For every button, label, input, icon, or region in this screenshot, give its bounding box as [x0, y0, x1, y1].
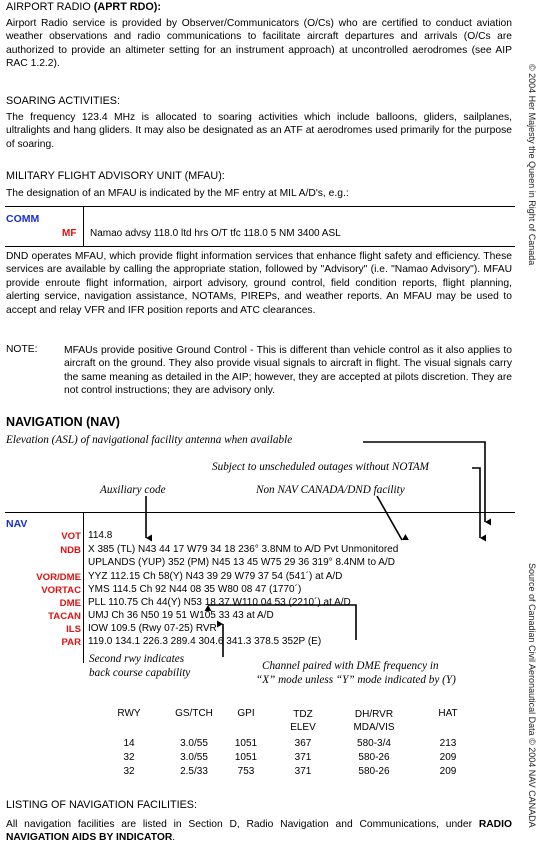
nav-row-label-vortac: VORTAC — [41, 585, 81, 596]
nav-row-label-vordme: VOR/DME — [36, 572, 81, 583]
table-cell: 753 — [237, 766, 255, 777]
nav-row-label-ils: ILS — [66, 624, 81, 635]
nav-row-label-ndb: NDB — [60, 545, 81, 556]
non-nav-arrow — [377, 496, 402, 540]
nav-row-label-vot: VOT — [61, 531, 81, 542]
nav-row-label-tacan: TACAN — [48, 611, 81, 622]
table-cell: 14 — [123, 738, 135, 749]
soaring-body: The frequency 123.4 MHz is allocated to soaring activities which include balloons, gliders, sailplanes, ultralights and hang gliders. It may also be designated as an ATF at aerodromes used primarily for the purpose of soaring. — [6, 112, 512, 150]
annotation-auxiliary: Auxiliary code — [100, 484, 166, 496]
listing-body: All navigation facilities are listed in Section D, Radio Navigation and Communications, under RADIO NAVIGATION AIDS BY INDICATOR. — [6, 819, 512, 844]
copyright-navcanada-note: Source of Canadian Civil Aeronautical Data © 2004 NAV CANADA — [527, 563, 537, 828]
table-cell: 371 — [294, 752, 312, 763]
table-cell: 3.0/55 — [180, 738, 208, 749]
table-cell: 209 — [439, 766, 457, 777]
note-label: NOTE: — [6, 344, 38, 355]
nav-row-label-par: PAR — [61, 637, 81, 648]
outages-arrow — [472, 468, 480, 538]
annotation-channel-1: Channel paired with DME frequency in — [262, 660, 439, 672]
soaring-heading: SOARING ACTIVITIES: — [6, 95, 120, 107]
nav-row-value-ndb: X 385 (TL) N43 44 17 W79 34 18 236° 3.8NM to A/D Pvt Unmonitored — [88, 544, 399, 555]
annotation-second-rwy-2: back course capability — [89, 667, 191, 679]
table-cell: 209 — [439, 752, 457, 763]
table-header-hat: HAT — [438, 708, 458, 719]
table-cell: 1051 — [234, 738, 258, 749]
annotation-second-rwy-1: Second rwy indicates — [89, 653, 185, 665]
nav-block-divider — [83, 512, 84, 663]
nav-row-value-tacan: UMJ Ch 36 N50 19 51 W105 33 43 at A/D — [88, 610, 274, 621]
table-cell: 580-3/4 — [357, 738, 391, 749]
table-header-gpi: GPI — [237, 708, 255, 719]
comm-label: COMM — [6, 213, 40, 225]
table-cell: 213 — [439, 738, 457, 749]
mfau-intro: The designation of an MFAU is indicated by the MF entry at MIL A/D's, e.g.: — [6, 188, 349, 199]
table-cell: 580-26 — [358, 766, 390, 777]
note-text: MFAUs provide positive Ground Control - This is different than vehicle control as it also applies to aircraft on the ground. They also provide visual signals to aircraft in flight. The visual signals carry the same meaning as detailed in the AIP; however, they are accepted at pilots discretion. They are not control instructions; they are advisory only. — [64, 345, 512, 397]
annotation-channel-2: “X” mode unless “Y” mode indicated by (Y) — [256, 674, 456, 686]
table-cell: 367 — [294, 738, 312, 749]
copyright-crown-note: © 2004 Her Majesty the Queen in Right of Canada — [527, 64, 537, 266]
nav-row-value-vot: 114.8 — [88, 530, 113, 541]
nav-block-rule — [5, 512, 515, 513]
table-cell: 32 — [123, 766, 135, 777]
table-header-dhrvr: DH/RVR MDA/VIS — [353, 709, 395, 733]
airport-radio-heading: AIRPORT RADIO (APRT RDO): — [6, 1, 161, 13]
nav-heading: NAVIGATION (NAV) — [6, 415, 120, 429]
annotation-elevation: Elevation (ASL) of navigational facility antenna when available — [6, 434, 293, 446]
nav-row-value-uplands: UPLANDS (YUP) 352 (PM) N45 13 45 W75 29 36 319° 8.4NM to A/D — [88, 557, 395, 568]
annotation-non-nav: Non NAV CANADA/DND facility — [256, 484, 405, 496]
mf-label: MF — [62, 228, 77, 239]
mfau-heading: MILITARY FLIGHT ADVISORY UNIT (MFAU): — [6, 170, 225, 182]
table-cell: 580-26 — [358, 752, 390, 763]
table-cell: 3.0/55 — [180, 752, 208, 763]
table-header-gstch: GS/TCH — [175, 708, 213, 719]
nav-block-label: NAV — [6, 518, 28, 530]
table-cell: 1051 — [234, 752, 258, 763]
annotation-outages: Subject to unscheduled outages without NOTAM — [212, 461, 429, 473]
nav-row-label-dme: DME — [59, 598, 81, 609]
table-cell: 2.5/33 — [180, 766, 208, 777]
table-header-tdz: TDZ ELEV — [290, 709, 316, 733]
nav-row-value-vordme: YYZ 112.15 Ch 58(Y) N43 39 29 W79 37 54 (541´) at A/D — [88, 571, 343, 582]
nav-row-value-par: 119.0 134.1 226.3 289.4 304.6 341.3 378.5 352P (E) — [88, 636, 322, 647]
nav-row-value-ils: IOW 109.5 (Rwy 07-25) RVR — [88, 623, 217, 634]
nav-row-value-vortac: YMS 114.5 Ch 92 N44 08 35 W80 08 47 (1770´) — [88, 584, 302, 595]
elevation-arrow — [363, 442, 485, 522]
table-header-rwy: RWY — [117, 708, 141, 719]
mfau-body: DND operates MFAU, which provide flight information services that enhance flight safety and efficiency. These services are available by calling the appropriate station, followed by "Advisory" (i.e. "Namao Advisory"). MFAU provide enroute flight information, airport advisory, ground control, field condition reports, flight planning, alerting service, navigation assistance, NOTAMs, PIREPs, and weather reports. An MFAU may be used to accept and relay VFR and IFR position reports and ATC clearances. — [6, 251, 512, 316]
nav-row-value-dme: PLL 110.75 Ch 44(Y) N53 18 37 W110 04 53 (2210´) at A/D — [88, 597, 351, 608]
airport-radio-body: Airport Radio service is provided by Observer/Communicators (O/Cs) who are certified to conduct aviation weather observations and radio communications to facilitate aircraft departures and arrivals (O/Cs are authorized to provide an altimeter setting for an instrument approach) at uncontrolled aerodromes (see AIP RAC 1.2.2). — [6, 18, 512, 70]
table-cell: 371 — [294, 766, 312, 777]
listing-heading: LISTING OF NAVIGATION FACILITIES: — [6, 799, 197, 811]
mf-value: Namao advsy 118.0 ltd hrs O/T tfc 118.0 5 NM 3400 ASL — [90, 228, 341, 239]
table-cell: 32 — [123, 752, 135, 763]
